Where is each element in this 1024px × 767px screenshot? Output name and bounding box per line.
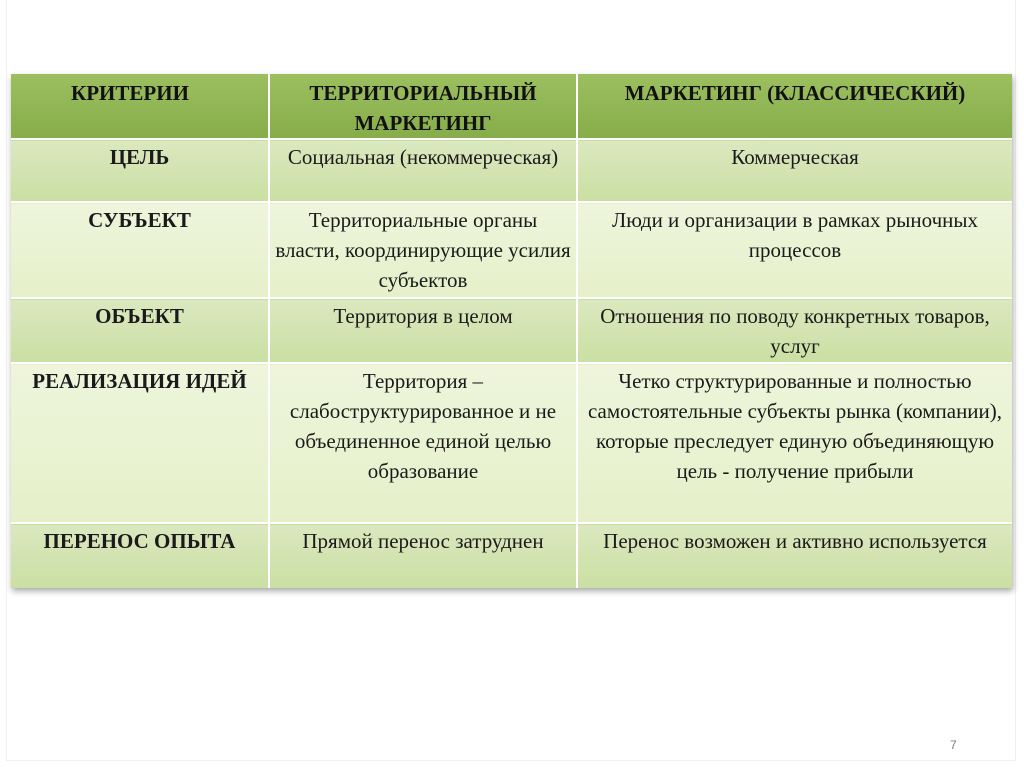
criterion-cell: ОБЪЕКТ bbox=[11, 298, 269, 363]
classic-cell: Отношения по поводу конкретных товаров, услуг bbox=[600, 304, 990, 359]
table-header-row bbox=[11, 74, 1012, 139]
classic-cell: Коммерческая bbox=[731, 145, 859, 169]
table-row bbox=[11, 363, 1012, 522]
classic-cell: Четко структурированные и полностью самостоятельные субъекты рынка (компании), которые преследует единую объединяющую цель - получение прибыли bbox=[587, 369, 1003, 484]
territorial-cell: Социальная (некоммерческая) bbox=[269, 139, 577, 202]
page-number: 7 bbox=[950, 738, 957, 752]
classic-cell: Перенос возможен и активно используется bbox=[603, 528, 987, 553]
territorial-cell: Территория в целом bbox=[269, 298, 577, 363]
criterion-cell: СУБЪЕКТ bbox=[11, 202, 269, 298]
territorial-cell: Территориальные органы власти, координирующие усилия субъектов bbox=[269, 202, 577, 298]
territorial-cell: Прямой перенос затруднен bbox=[269, 523, 577, 588]
table-row bbox=[11, 298, 1012, 363]
header-territorial-marketing: ТЕРРИТОРИАЛЬНЫЙ МАРКЕТИНГ bbox=[269, 74, 577, 139]
table-row bbox=[11, 139, 1012, 202]
territorial-cell: Территория – слабоструктурированное и не объединенное единой целью образование bbox=[269, 363, 577, 522]
comparison-table bbox=[11, 74, 1012, 588]
table-row bbox=[11, 202, 1012, 298]
marketing-comparison-table bbox=[11, 74, 1012, 588]
table-row bbox=[11, 523, 1012, 588]
header-criteria: КРИТЕРИИ bbox=[11, 74, 269, 139]
criterion-cell: ПЕРЕНОС ОПЫТА bbox=[11, 523, 269, 588]
criterion-cell: ЦЕЛЬ bbox=[11, 139, 269, 202]
header-classic-marketing: МАРКЕТИНГ (КЛАССИЧЕСКИЙ) bbox=[624, 81, 966, 105]
classic-cell: Люди и организации в рамках рыночных процессов bbox=[612, 208, 978, 263]
criterion-cell: РЕАЛИЗАЦИЯ ИДЕЙ bbox=[11, 363, 269, 522]
